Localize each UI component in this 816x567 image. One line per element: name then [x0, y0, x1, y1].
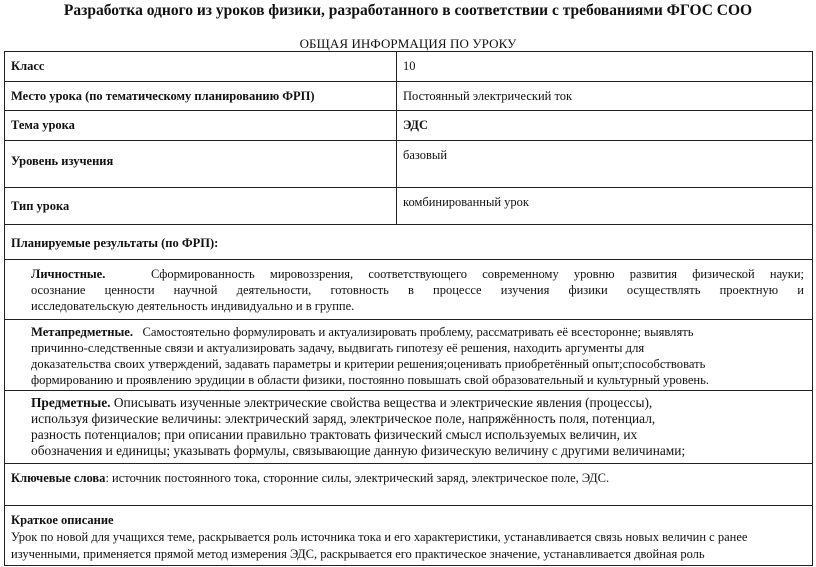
- personal-line: Сформированность мировоззрения, соответствующего современному уровню развития физической науки;: [150, 267, 804, 281]
- table-row: [5, 391, 813, 464]
- subject-line: обозначения и единицы; указывать формулы, связывающие данную физическую величину с другими величинами;: [31, 443, 686, 458]
- subject-line: разность потенциалов; при описании правильно трактовать физический смысл используемых величин, их: [31, 427, 638, 442]
- row-label: Класс: [5, 52, 397, 82]
- meta-line: доказательства своих утверждений, задавать параметры и критерии решения;оценивать приобретённый опыт;способствовать: [31, 357, 706, 371]
- row-label: Уровень изучения: [5, 141, 397, 188]
- table-row: [5, 111, 813, 141]
- table-row: [5, 506, 813, 566]
- row-label: Место урока (по тематическому планированию ФРП): [5, 82, 397, 111]
- table-row: [5, 141, 813, 188]
- summary-label: Краткое описание: [11, 513, 114, 527]
- table-row: [5, 464, 813, 506]
- row-label: Тема урока: [5, 111, 397, 141]
- document-title: Разработка одного из уроков физики, разработанного в соответствии с требованиями ФГОС СОО: [63, 2, 753, 19]
- row-value: 10: [397, 52, 813, 82]
- section-subtitle: ОБЩАЯ ИНФОРМАЦИЯ ПО УРОКУ: [299, 36, 517, 51]
- subject-results: [5, 391, 813, 464]
- row-value: комбинированный урок: [397, 188, 813, 225]
- table-row: [5, 82, 813, 111]
- meta-line: Самостоятельно формулировать и актуализировать проблему, рассматривать её всесторонне; выявлять: [142, 325, 694, 339]
- table-row: [5, 188, 813, 225]
- summary-row: [5, 506, 813, 566]
- row-value: Постоянный электрический ток: [397, 82, 813, 111]
- summary-line: Урок по новой для учащихся теме, раскрывается роль источника тока и его характеристики, устанавливается связь новых величин с ранее: [11, 530, 748, 544]
- keywords-row: [5, 464, 813, 506]
- table-row: [5, 52, 813, 82]
- personal-label: Личностные.: [31, 267, 106, 281]
- table-row: [5, 320, 813, 391]
- keywords-label: Ключевые слова: [11, 471, 106, 485]
- personal-results: [5, 260, 813, 320]
- summary-line: изученными, применяется прямой метод измерения ЭДС, раскрывается его практическое значение, устанавливается двойная роль: [11, 547, 705, 561]
- meta-line: причинно-следственные связи и актуализировать задачу, выдвигать гипотезу её решения, находить аргументы для: [31, 341, 645, 355]
- meta-results: [5, 320, 813, 391]
- row-value: ЭДС: [397, 111, 813, 141]
- subject-line: используя физические величины: электрический заряд, электрическое поле, напряжённость поля, потенциал,: [31, 411, 656, 426]
- planned-results-label: Планируемые результаты (по ФРП):: [5, 225, 813, 260]
- table-row: [5, 225, 813, 260]
- subject-line: Описывать изученные электрические свойства вещества и электрические явления (процессы),: [113, 395, 653, 410]
- subject-label: Предметные.: [31, 395, 111, 410]
- table-row: [5, 260, 813, 320]
- personal-line: исследовательскую деятельность индивидуально и в группе.: [31, 299, 355, 313]
- row-label: Тип урока: [5, 188, 397, 225]
- meta-line: формированию и проявлению эрудиции в области физики, постоянно повышать свой образовательный и культурный уровень.: [31, 373, 710, 387]
- lesson-info-table: [4, 51, 813, 566]
- meta-label: Метапредметные.: [31, 325, 134, 339]
- personal-line: осознание ценности научной деятельности, готовность в процессе изучения физики осуществлять проектную и: [31, 283, 804, 297]
- keywords-text: : источник постоянного тока, сторонние силы, электрический заряд, электрическое поле, ЭДС.: [105, 471, 610, 485]
- row-value: базовый: [397, 141, 813, 188]
